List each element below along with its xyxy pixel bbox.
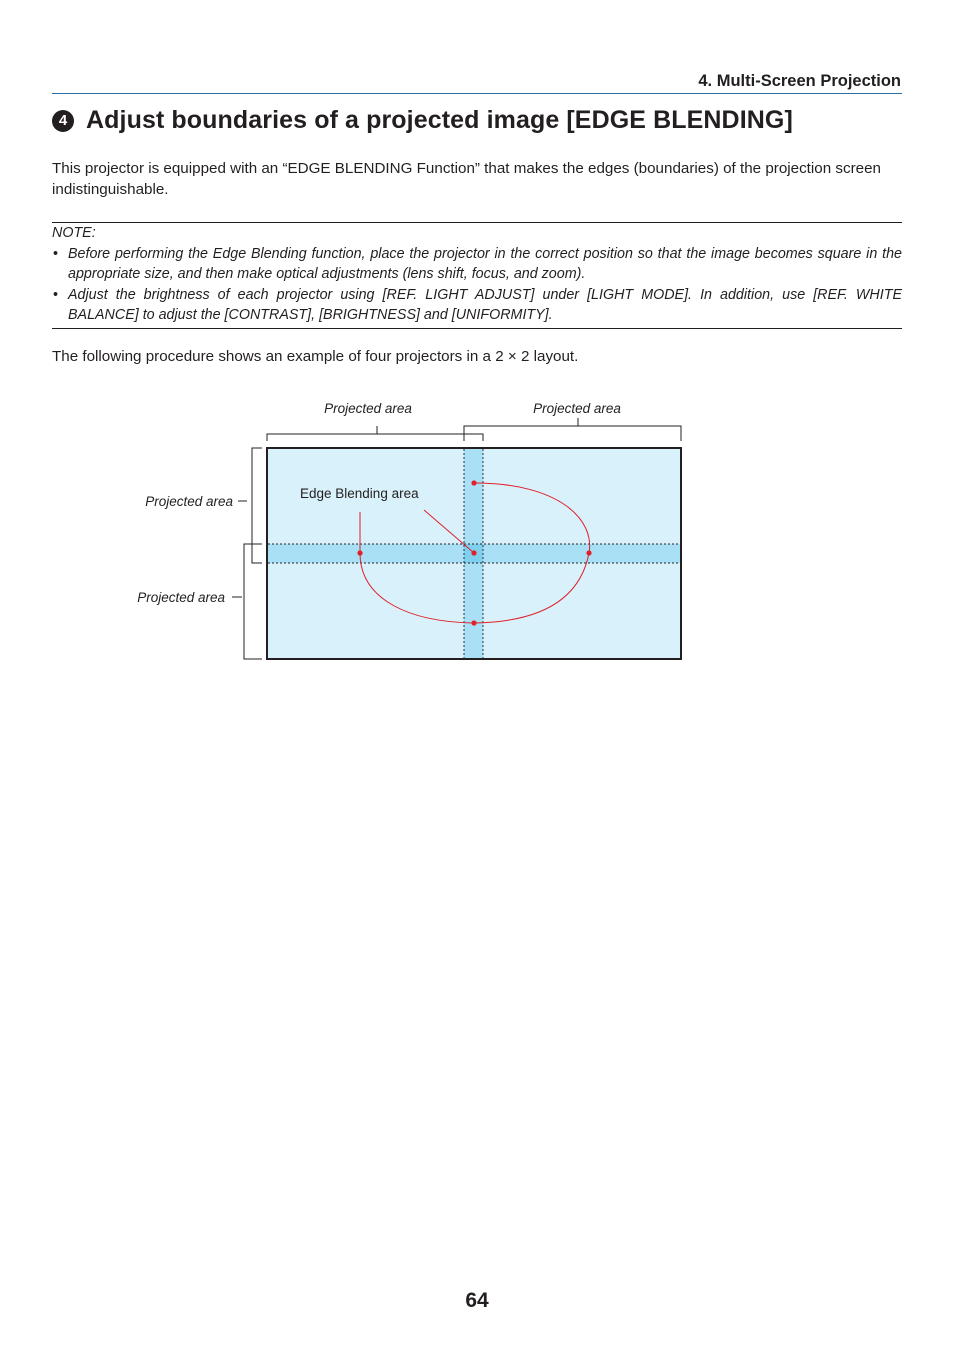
label-projected-area-left-upper: Projected area	[145, 494, 233, 509]
bullet-icon: •	[53, 286, 59, 303]
section-header: 4. Multi-Screen Projection	[698, 72, 901, 90]
note-item	[52, 244, 902, 285]
label-projected-area-top-right: Projected area	[533, 401, 621, 416]
intro-paragraph: This projector is equipped with an “EDGE BLENDING Function” that makes the edges (boundaries) of the projection screen indistinguishable.	[52, 160, 881, 198]
note-item	[52, 285, 902, 326]
page-number: 64	[465, 1289, 489, 1312]
note-list	[52, 244, 902, 325]
edge-blending-diagram	[0, 380, 954, 680]
label-projected-area-top-left: Projected area	[324, 401, 412, 416]
top-brackets	[267, 418, 681, 441]
title-text: Adjust boundaries of a projected image [EDGE BLENDING]	[86, 106, 793, 134]
note-box	[52, 222, 902, 329]
note-item-text: Adjust the brightness of each projector using [REF. LIGHT ADJUST] under [LIGHT MODE]. In addition, use [REF. WHITE BALANCE] to adjust the [CONTRAST], [BRIGHTNESS] and [UNIFORMITY].	[68, 286, 902, 323]
procedure-text: The following procedure shows an example of four projectors in a 2 × 2 layout.	[52, 348, 579, 365]
header-rule	[52, 93, 902, 94]
label-projected-area-left-lower: Projected area	[137, 590, 225, 605]
step-number-badge: 4	[52, 110, 74, 132]
bullet-icon: •	[53, 246, 59, 262]
note-label: NOTE:	[52, 225, 96, 241]
page-title	[52, 106, 793, 135]
note-item-text: Before performing the Edge Blending function, place the projector in the correct position so that the image becomes square in the appropriate size, and then make optical adjustments (lens shift, focus, and zoom).	[68, 246, 902, 283]
left-brackets	[232, 448, 262, 659]
label-edge-blending-area: Edge Blending area	[300, 486, 419, 501]
